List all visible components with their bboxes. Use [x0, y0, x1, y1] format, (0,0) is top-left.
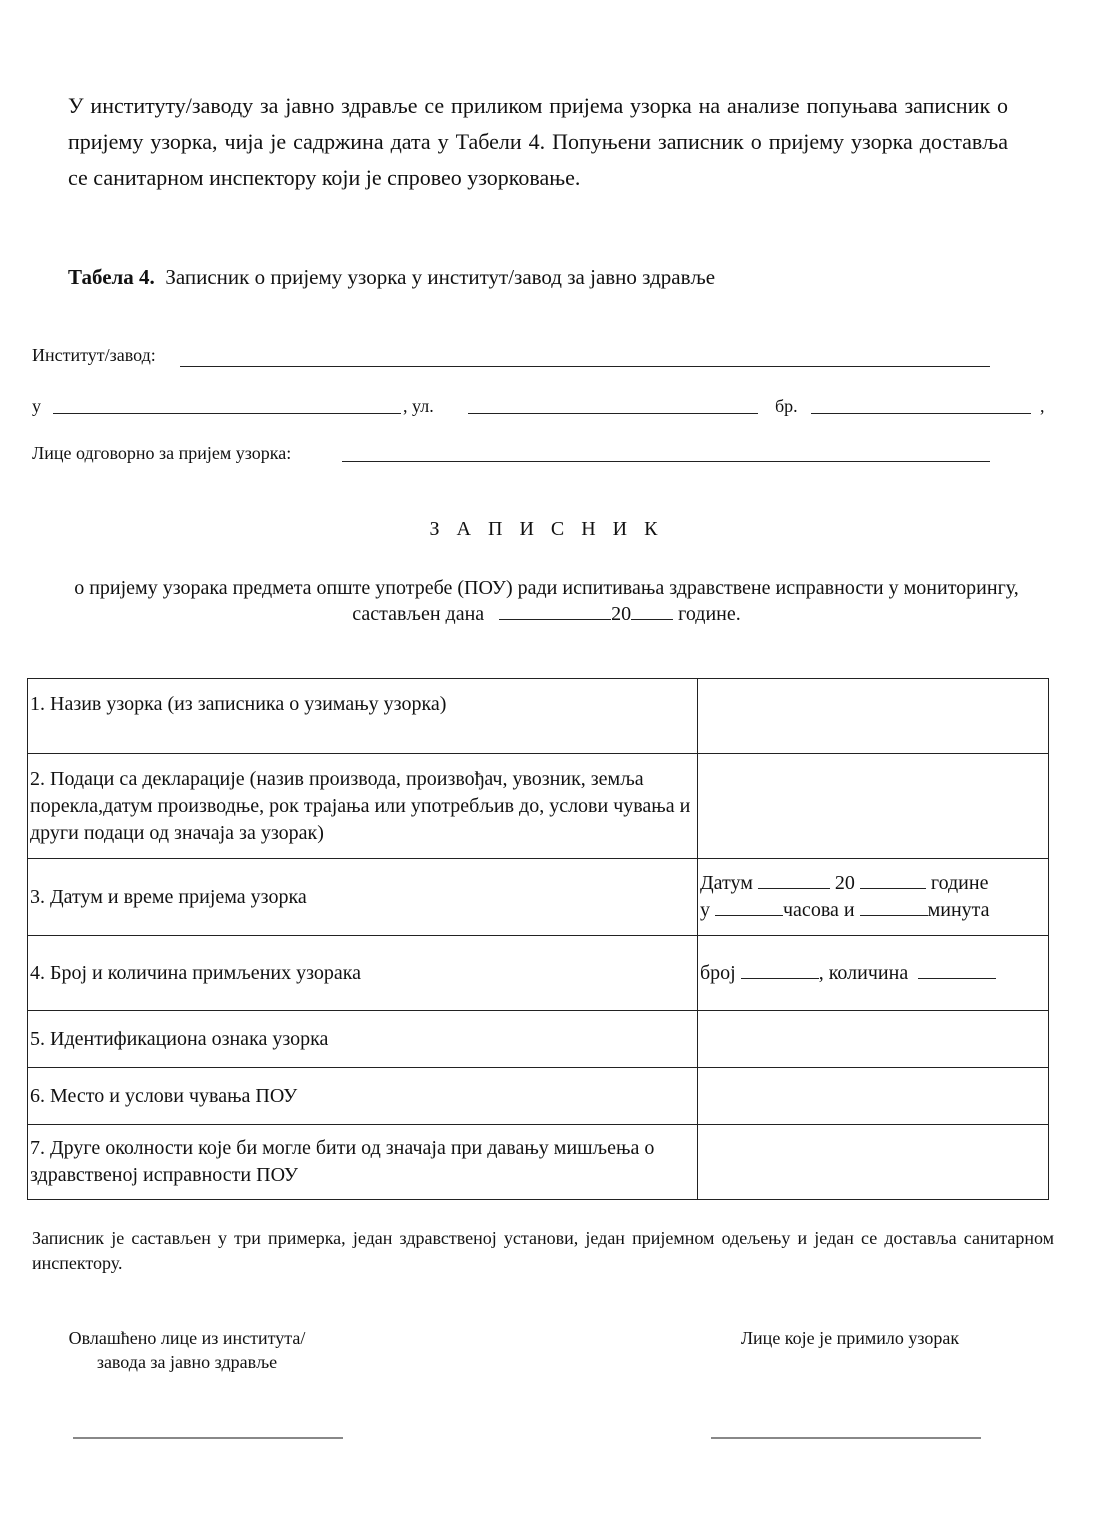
table-caption [68, 265, 715, 290]
street-label: , ул. [403, 396, 434, 416]
institute-field[interactable] [180, 366, 990, 367]
date-suffix: године. [678, 603, 741, 625]
closing-paragraph: Записник је састављен у три примерка, један здравственој установи, један пријемном одељењу и један се доставља санитарном инспектору. [32, 1228, 1054, 1273]
signature-right-label: Лице које је примило узорак [740, 1328, 960, 1348]
table-caption-text: Записник о пријему узорка у институт/завод за јавно здравље [165, 265, 716, 289]
number-label: бр. [775, 396, 798, 416]
sample-count-field[interactable] [741, 960, 819, 979]
date-day-field[interactable] [499, 601, 611, 620]
row-label: 7. Друге околности које би могле бити од значаја при давању мишљења о здравственој исправности ПОУ [28, 1125, 698, 1200]
datetime-cell [698, 859, 1049, 936]
number-word: број [700, 961, 736, 984]
sample-quantity-field[interactable] [918, 960, 996, 979]
row-value-field[interactable] [698, 679, 1049, 754]
signature-right-line[interactable] [711, 1437, 981, 1439]
receipt-year-field[interactable] [860, 870, 926, 889]
table-row [28, 679, 1049, 754]
row-value-field[interactable] [698, 1011, 1049, 1068]
record-heading: З А П И С Н И К [429, 518, 664, 540]
table-row [28, 859, 1049, 936]
row-value-field[interactable] [698, 754, 1049, 859]
date-year-field[interactable] [631, 601, 673, 620]
table-caption-label: Табела 4. [68, 265, 155, 289]
hours-field[interactable] [715, 897, 783, 916]
responsible-field[interactable] [342, 461, 990, 462]
number-field[interactable] [811, 413, 1031, 414]
date-year-prefix: 20 [611, 603, 632, 625]
year-prefix: 20 [834, 872, 855, 894]
table-row [28, 936, 1049, 1011]
row-label: 4. Број и количина примљених узорака [28, 936, 698, 1011]
receipt-day-field[interactable] [758, 870, 830, 889]
row-value-field[interactable] [698, 1068, 1049, 1125]
row-label: 1. Назив узорка (из записника о узимању узорка) [28, 679, 698, 754]
hours-word: часова и [783, 899, 855, 921]
record-date-line [0, 601, 1093, 627]
year-word: године [930, 872, 989, 894]
row-label: 2. Подаци са декларације (назив производа, произвођач, увозник, земља порекла,датум производње, рок трајања или употребљив до, услови чувања и други подаци од значаја за узорак) [28, 754, 698, 859]
row-label: 6. Место и услови чувања ПОУ [28, 1068, 698, 1125]
row-label: 3. Датум и време пријема узорка [28, 859, 698, 936]
signature-left-line[interactable] [73, 1437, 343, 1439]
quantity-word: , количина [818, 961, 909, 984]
row-label: 5. Идентификациона ознака узорка [28, 1011, 698, 1068]
at-word: у [700, 899, 710, 921]
minutes-word: минута [927, 899, 990, 921]
city-label: у [32, 396, 41, 416]
receipt-table [27, 678, 1049, 1200]
table-row [28, 1125, 1049, 1200]
table-row [28, 1011, 1049, 1068]
responsible-label: Лице одговорно за пријем узорка: [32, 443, 292, 463]
signature-left-label: Овлашћено лице из института/завода за јавно здравље [68, 1328, 306, 1372]
intro-paragraph: У институту/заводу за јавно здравље се приликом пријема узорка на анализе попуњава записник о пријему узорка, чија је садржина дата у Табели 4. Попуњени записник о пријему узорка доставља се санитарном инспектору који је спровео узорковање. [68, 93, 1008, 190]
city-field[interactable] [53, 413, 401, 414]
institute-label: Институт/завод: [32, 345, 156, 365]
row-value-field[interactable] [698, 1125, 1049, 1200]
date-word: Датум [700, 872, 753, 894]
minutes-field[interactable] [860, 897, 928, 916]
trailing-comma: , [1040, 396, 1045, 416]
table-row [28, 1068, 1049, 1125]
street-field[interactable] [468, 413, 758, 414]
date-prefix: састављен дана [352, 603, 485, 625]
record-subtitle: о пријему узорака предмета опште употребе (ПОУ) ради испитивања здравствене исправности у мониторингу, [74, 577, 1019, 599]
count-cell [698, 936, 1049, 1011]
table-row [28, 754, 1049, 859]
